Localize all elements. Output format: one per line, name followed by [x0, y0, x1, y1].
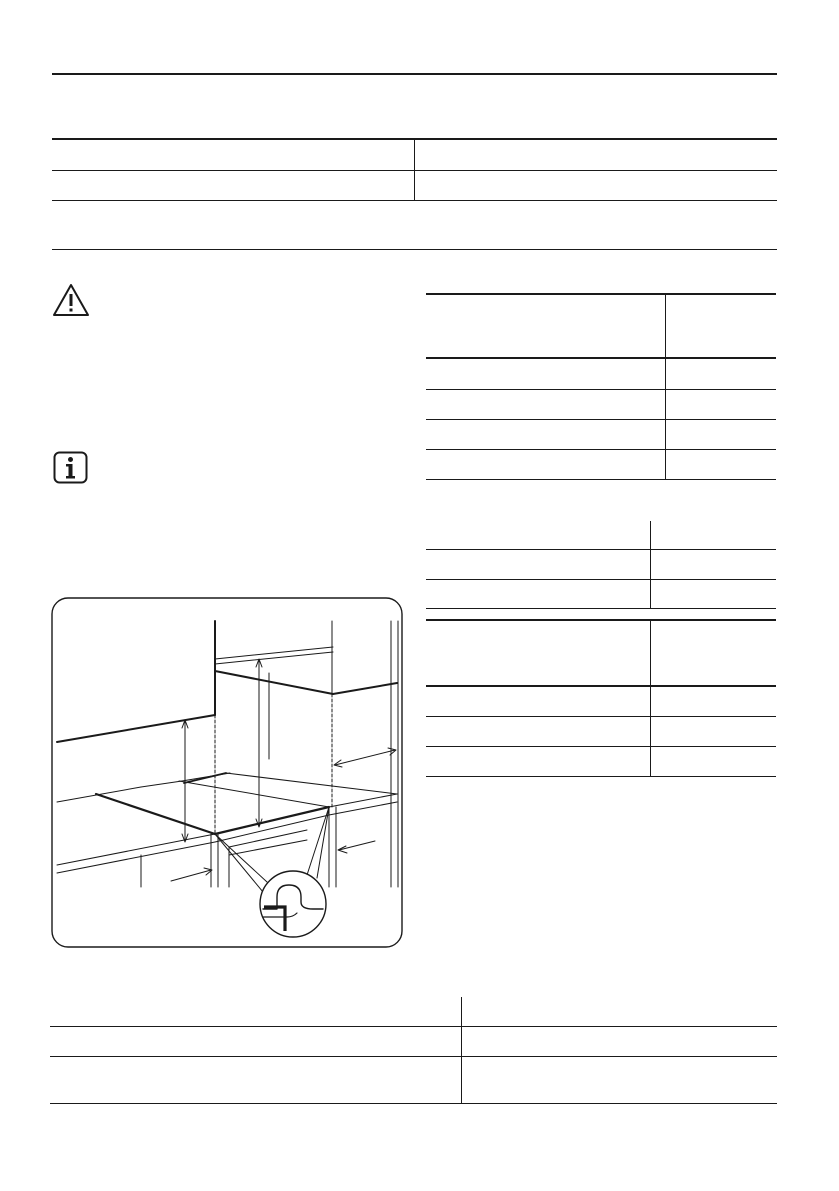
top-table-col-divider — [414, 140, 415, 200]
rt3-header-rule — [426, 685, 776, 687]
page-top-rule — [52, 73, 777, 75]
rt3-top-rule — [426, 619, 776, 621]
bt-header-rule — [50, 1026, 777, 1027]
installation-diagram — [51, 597, 403, 949]
warning-triangle-icon — [52, 283, 90, 317]
rt1-col-divider — [665, 295, 666, 479]
section-rule — [52, 249, 777, 250]
rt1-header-rule — [426, 357, 776, 359]
rt1-row-rule — [426, 419, 776, 420]
bt-col-divider — [461, 997, 462, 1104]
rt1-bottom-rule — [426, 479, 776, 480]
rt3-col-divider — [650, 621, 651, 776]
rt2-row-rule — [426, 579, 776, 580]
rt3-bottom-rule — [426, 776, 776, 777]
bt-bottom-rule — [50, 1103, 777, 1104]
info-icon — [53, 451, 88, 484]
rt3-row-rule — [426, 716, 776, 717]
rt1-top-rule — [426, 293, 776, 295]
rt2-header-rule — [426, 549, 776, 550]
rt1-row-rule — [426, 449, 776, 450]
top-table-bottom-rule — [52, 200, 777, 201]
rt2-bottom-rule — [426, 608, 776, 609]
rt3-row-rule — [426, 746, 776, 747]
bt-row-rule — [50, 1056, 777, 1057]
rt2-col-divider — [650, 521, 651, 609]
rt1-row-rule — [426, 389, 776, 390]
